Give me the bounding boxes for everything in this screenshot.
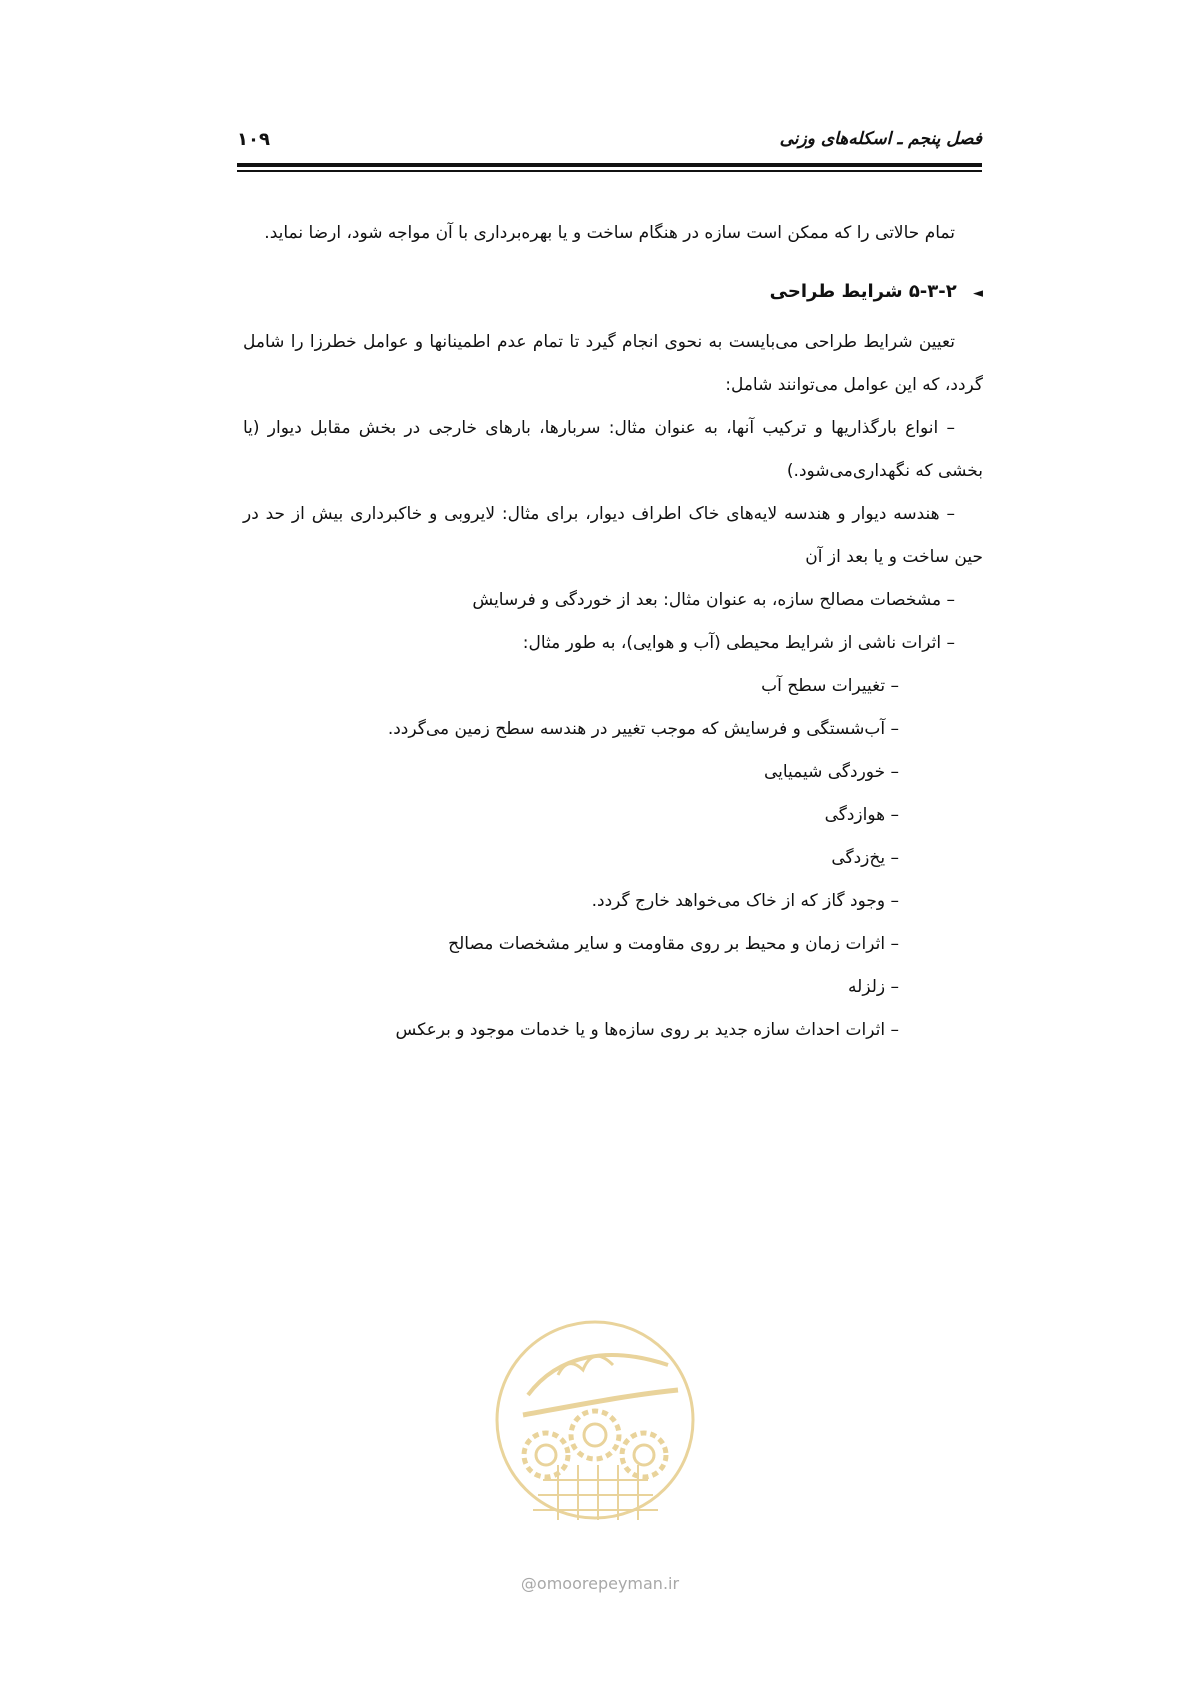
sub-list-item: – زلزله: [848, 977, 899, 997]
page-header: [0, 0, 1190, 180]
header-rule-thin: [237, 170, 982, 172]
watermark-caption: @omoorepeyman.ir: [520, 1574, 680, 1593]
watermark-logo: [488, 1295, 702, 1565]
sub-list-item: – اثرات احداث سازه جدید بر روی سازه‌ها و یا خدمات موجود و برعکس: [395, 1020, 899, 1040]
section-heading: [243, 277, 983, 309]
list-item: – هندسه دیوار و هندسه لایه‌های خاک اطراف دیوار، برای مثال: لایروبی و خاکبرداری بیش از حد در حین ساخت و یا بعد از آن: [243, 504, 983, 567]
intro-paragraph: تمام حالاتی را که ممکن است سازه در هنگام ساخت و یا بهره‌برداری با آن مواجه شود، ارضا نماید.: [264, 223, 955, 243]
section-paragraph: تعیین شرایط طراحی می‌بایست به نحوی انجام گیرد تا تمام عدم اطمینانها و عوامل خطرزا را شامل گردد، که این عوامل می‌توانند شامل:: [243, 332, 983, 395]
sub-list-item: – یخ‌زدگی: [831, 848, 899, 868]
list-item: – اثرات ناشی از شرایط محیطی (آب و هوایی)، به طور مثال:: [522, 633, 955, 653]
sub-list-item: – خوردگی شیمیایی: [763, 762, 899, 782]
chapter-title: فصل پنجم ـ اسکله‌های وزنی: [779, 129, 982, 149]
triangle-bullet-icon: ◄: [973, 286, 983, 301]
sub-list-item: – آب‌شستگی و فرسایش که موجب تغییر در هندسه سطح زمین می‌گردد.: [387, 719, 899, 739]
sub-list-item: – وجود گاز که از خاک می‌خواهد خارج گردد.: [591, 891, 899, 911]
body-text: [243, 212, 983, 1052]
sub-list-item: – هوازدگی: [824, 805, 899, 825]
section-heading-text: ۵-۳-۲ شرایط طراحی: [769, 281, 957, 302]
list-item: – انواع بارگذاریها و ترکیب آنها، به عنوان مثال: سربارها، بارهای خارجی در بخش مقابل دیوار (یا بخشی که نگهداری‌می‌شود.): [243, 418, 983, 481]
header-rule-thick: [237, 163, 982, 167]
page-number: ۱۰۹: [237, 129, 270, 150]
sub-list-item: – اثرات زمان و محیط بر روی مقاومت و سایر مشخصات مصالح: [448, 934, 899, 954]
sub-list-item: – تغییرات سطح آب: [761, 676, 899, 696]
list-item: – مشخصات مصالح سازه، به عنوان مثال: بعد از خوردگی و فرسایش: [472, 590, 955, 610]
